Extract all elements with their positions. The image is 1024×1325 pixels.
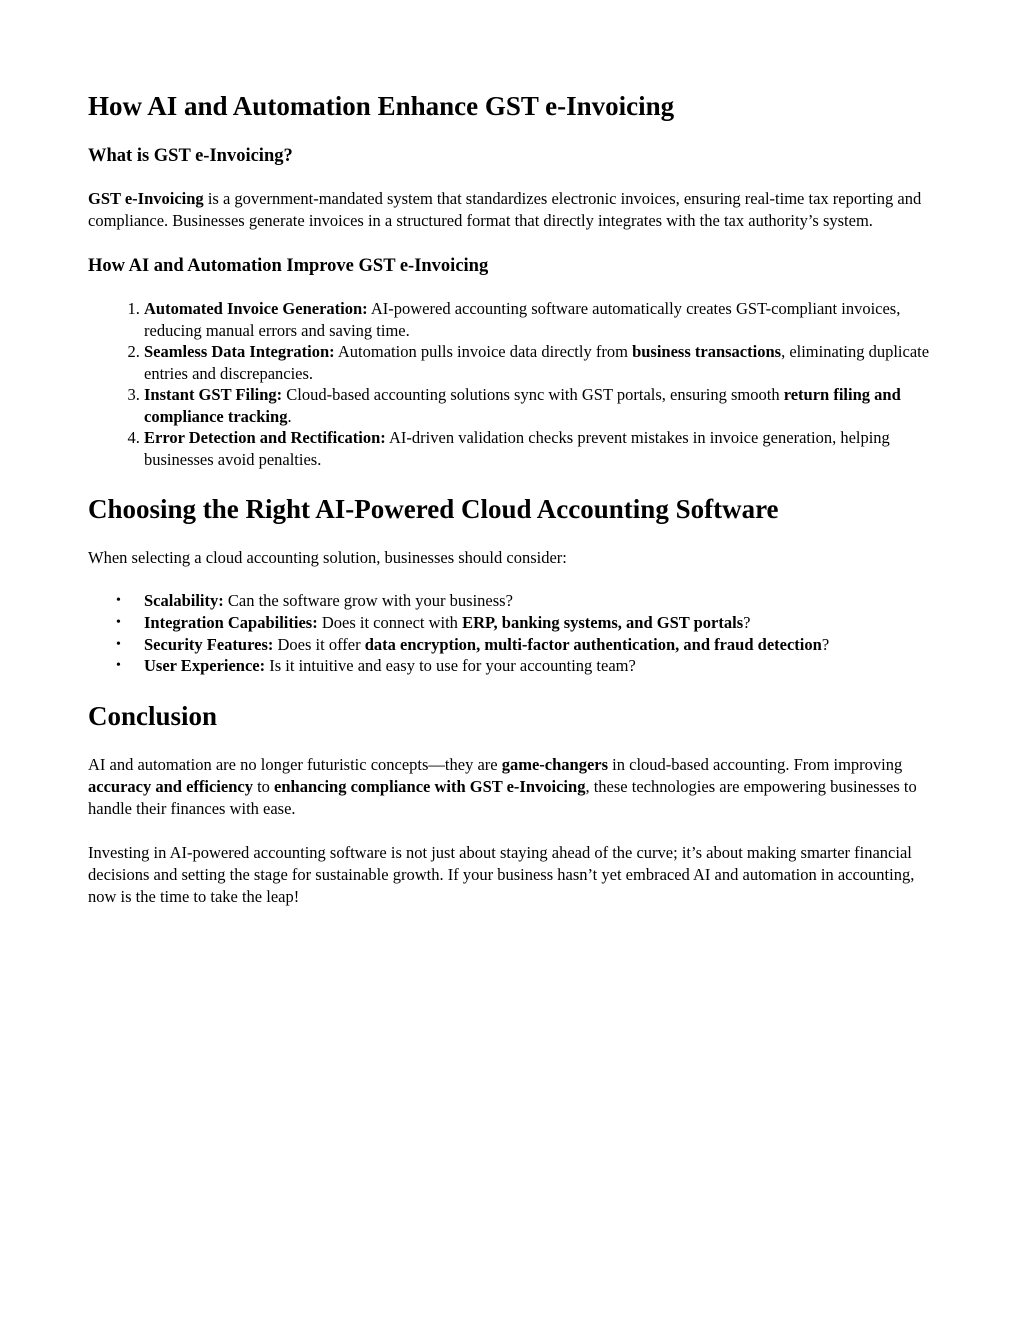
item-text: , eliminating duplicate entries and discrepancies. (144, 342, 930, 383)
item-text: AI-driven validation checks prevent mistakes in invoice generation, helping businesses avoid penalties. (144, 428, 890, 469)
list-item (116, 590, 940, 612)
paragraph-conclusion-2: Investing in AI-powered accounting software is not just about staying ahead of the curve; it’s about making smarter financial decisions and setting the stage for sustainable growth. If your business hasn’t yet embraced AI and automation in accounting, now is the time to take the leap! (88, 843, 915, 907)
heading-conclusion: Conclusion (88, 701, 218, 732)
bullet-list (88, 590, 940, 677)
paragraph-text: is a government-mandated system that standardizes electronic invoices, ensuring real-time tax reporting and compliance. Businesses generate invoices in a structured format that directly integrates with the tax authority’s system. (88, 189, 922, 230)
list-item (116, 612, 940, 634)
bullet-icon: • (116, 658, 121, 674)
item-text: Can the software grow with your business? (223, 591, 513, 610)
item-bold: ERP, banking systems, and GST portals (462, 612, 744, 632)
item-text: AI-powered accounting software automatically creates GST-compliant invoices, reducing manual errors and saving time. (144, 299, 901, 340)
bold-term: game-changers (501, 755, 609, 775)
bullet-icon: • (116, 593, 121, 608)
item-text: Cloud-based accounting solutions sync with GST portals, ensuring smooth (282, 385, 784, 404)
heading-what-is-gst: What is GST e-Invoicing? (88, 146, 293, 166)
item-label: Seamless Data Integration: (144, 342, 335, 361)
item-text: Does it offer (273, 634, 365, 654)
item-text: Automation pulls invoice data directly from (334, 342, 633, 361)
bold-term: GST e-Invoicing (88, 189, 204, 208)
document-page (88, 88, 940, 908)
item-text: ? (821, 634, 830, 654)
item-label: Error Detection and Rectification: (144, 428, 386, 447)
paragraph-text: , these technologies are empowering businesses to handle their finances with ease. (88, 777, 917, 819)
bold-term: enhancing compliance with GST e-Invoicing (274, 777, 586, 797)
item-bold: data encryption, multi-factor authentication, and fraud detection (364, 634, 822, 654)
list-item (144, 298, 940, 341)
heading-how-ai-improves: How AI and Automation Improve GST e-Invoicing (88, 256, 489, 276)
item-text: Is it intuitive and easy to use for your accounting team? (265, 656, 636, 676)
item-label: Automated Invoice Generation: (144, 299, 368, 318)
item-label: User Experience: (144, 656, 266, 676)
paragraph-text: to (252, 777, 275, 797)
paragraph-text: in cloud-based accounting. From improving (608, 755, 903, 775)
list-item (144, 384, 940, 427)
paragraph-what-is-gst (88, 188, 940, 232)
item-bold: return filing and compliance tracking (144, 385, 901, 426)
page-title: How AI and Automation Enhance GST e-Invoicing (88, 91, 675, 121)
paragraph-choosing-intro: When selecting a cloud accounting solution, businesses should consider: (88, 548, 567, 567)
item-label: Instant GST Filing: (144, 385, 283, 404)
list-item (144, 427, 940, 470)
bullet-icon: • (116, 614, 121, 630)
item-label: Integration Capabilities: (144, 612, 318, 632)
item-label: Scalability: (144, 591, 224, 610)
list-item (116, 634, 940, 656)
item-text: ? (743, 612, 751, 632)
bullet-icon: • (116, 636, 121, 652)
paragraph-text: AI and automation are no longer futuristic concepts—they are (88, 755, 502, 775)
numbered-list (88, 298, 940, 470)
item-text: . (287, 406, 292, 426)
item-text: Does it connect with (317, 612, 463, 632)
item-bold: business transactions (632, 342, 782, 361)
list-item (116, 655, 940, 677)
item-label: Security Features: (144, 634, 274, 654)
bold-term: accuracy and efficiency (88, 777, 253, 797)
heading-choosing-software: Choosing the Right AI-Powered Cloud Accounting Software (88, 494, 779, 524)
list-item (144, 341, 940, 384)
paragraph-conclusion-1 (88, 754, 940, 820)
